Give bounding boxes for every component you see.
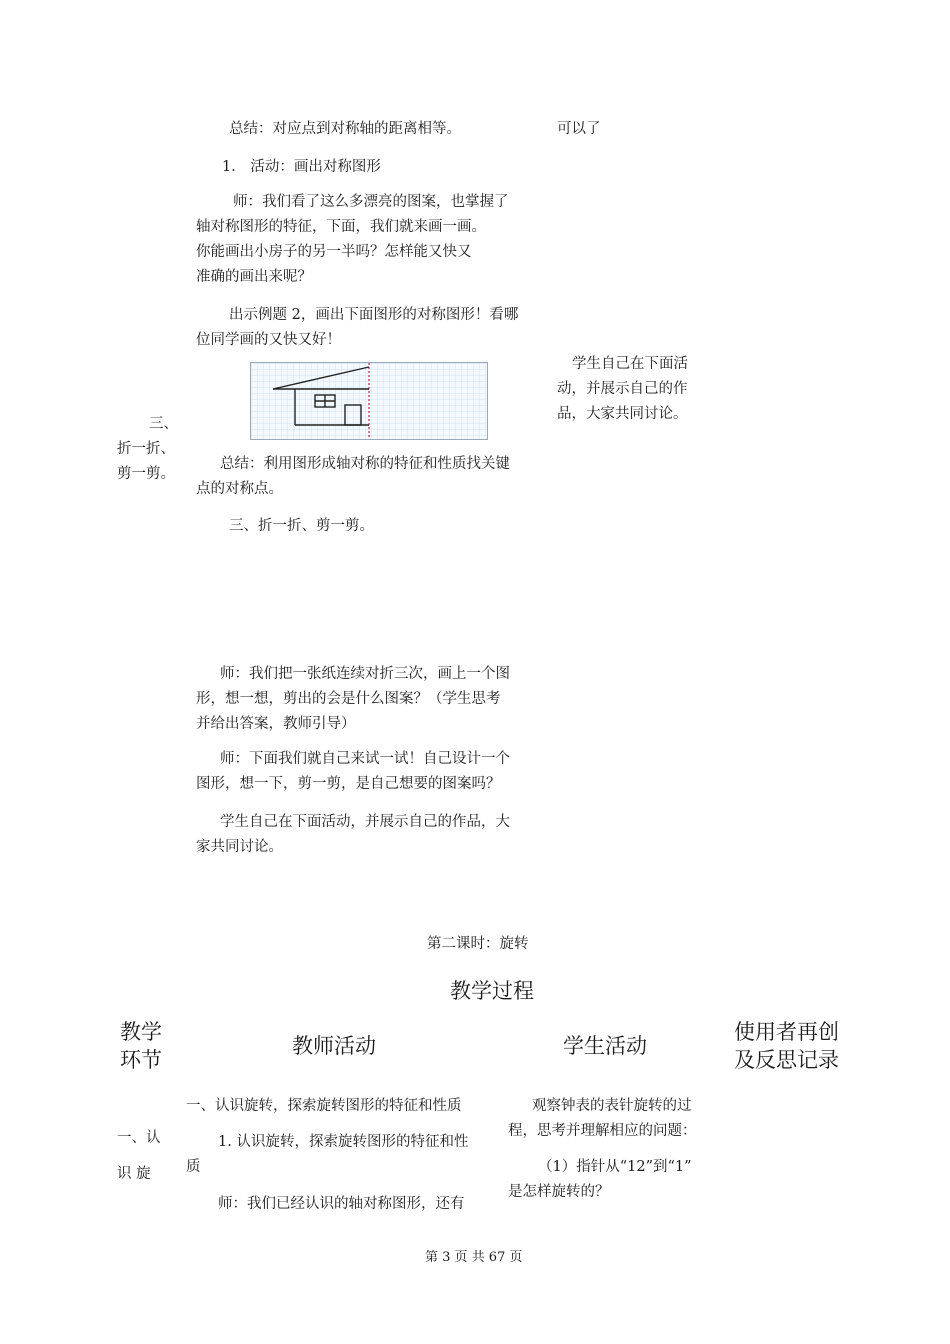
student-text-line: 观察钟表的表针旋转的过 (532, 1098, 692, 1114)
activity-title: 1． 活动：画出对称图形 (222, 159, 381, 175)
row-label: 一、认 (117, 1130, 161, 1146)
student-text-line: （1）指针从“12”到“1” (538, 1159, 692, 1175)
section-label: 剪一剪。 (117, 466, 175, 482)
header-section: 环节 (120, 1048, 162, 1072)
header-teacher-activity: 教师活动 (292, 1034, 376, 1058)
summary-line: 总结：利用图形成轴对称的特征和性质找关键 (220, 456, 510, 472)
section-label: 三、 (149, 416, 178, 432)
lesson-title: 第二课时：旋转 (427, 936, 529, 952)
header-student-activity: 学生活动 (563, 1034, 647, 1058)
student-show-line: 学生自己在下面活动，并展示自己的作品，大 (220, 814, 510, 830)
teacher-paragraph-line: 准确的画出来呢？ (196, 269, 312, 285)
student-text-line: 程，思考并理解相应的问题： (508, 1123, 697, 1139)
example-paragraph-line: 出示例题 2，画出下面图形的对称图形！看哪 (229, 307, 519, 323)
teacher-paragraph-line: 你能画出小房子的另一半吗？怎样能又快又 (196, 244, 472, 260)
teacher-try-line: 图形，想一下，剪一剪，是自己想要的图案吗？ (196, 776, 501, 792)
example-paragraph-line: 位同学画的又快又好！ (196, 332, 341, 348)
student-activity-line: 学生自己在下面活 (572, 356, 688, 372)
teacher-fold-line: 并给出答案，教师引导） (196, 716, 356, 732)
process-heading: 教学过程 (450, 979, 534, 1003)
teacher-try-line: 师：下面我们就自己来试一试！自己设计一个 (220, 751, 510, 767)
student-activity-line: 动，并展示自己的作 (557, 381, 688, 397)
fold-cut-heading: 三、折一折、剪一剪。 (229, 518, 374, 534)
teacher-paragraph-line: 师：我们看了这么多漂亮的图案，也掌握了 (233, 194, 509, 210)
teacher-paragraph-line: 轴对称图形的特征，下面，我们就来画一画。 (196, 219, 486, 235)
teacher-text-line: 1. 认识旋转，探索旋转图形的特征和性 (218, 1134, 469, 1150)
teacher-text-line: 师：我们已经认识的轴对称图形，还有 (218, 1196, 465, 1212)
house-half-grid-figure (250, 362, 488, 440)
student-response: 可以了 (557, 121, 601, 137)
page-number: 第 3 页 共 67 页 (425, 1250, 523, 1265)
header-reflection: 及反思记录 (734, 1048, 839, 1072)
teacher-text-line: 质 (186, 1159, 201, 1175)
row-label: 识 旋 (117, 1166, 151, 1182)
summary-text: 总结：对应点到对称轴的距离相等。 (229, 121, 461, 137)
student-text-line: 是怎样旋转的？ (508, 1184, 610, 1200)
student-activity-line: 品，大家共同讨论。 (557, 406, 688, 422)
teacher-text-line: 一、认识旋转，探索旋转图形的特征和性质 (186, 1098, 462, 1114)
section-label: 折一折、 (117, 441, 175, 457)
teacher-fold-line: 形，想一想，剪出的会是什么图案？（学生思考 (196, 691, 501, 707)
teacher-fold-line: 师：我们把一张纸连续对折三次，画上一个图 (220, 666, 510, 682)
summary-line: 点的对称点。 (196, 481, 283, 497)
header-reflection: 使用者再创 (734, 1020, 839, 1044)
header-section: 教学 (120, 1020, 162, 1044)
student-show-line: 家共同讨论。 (196, 839, 283, 855)
